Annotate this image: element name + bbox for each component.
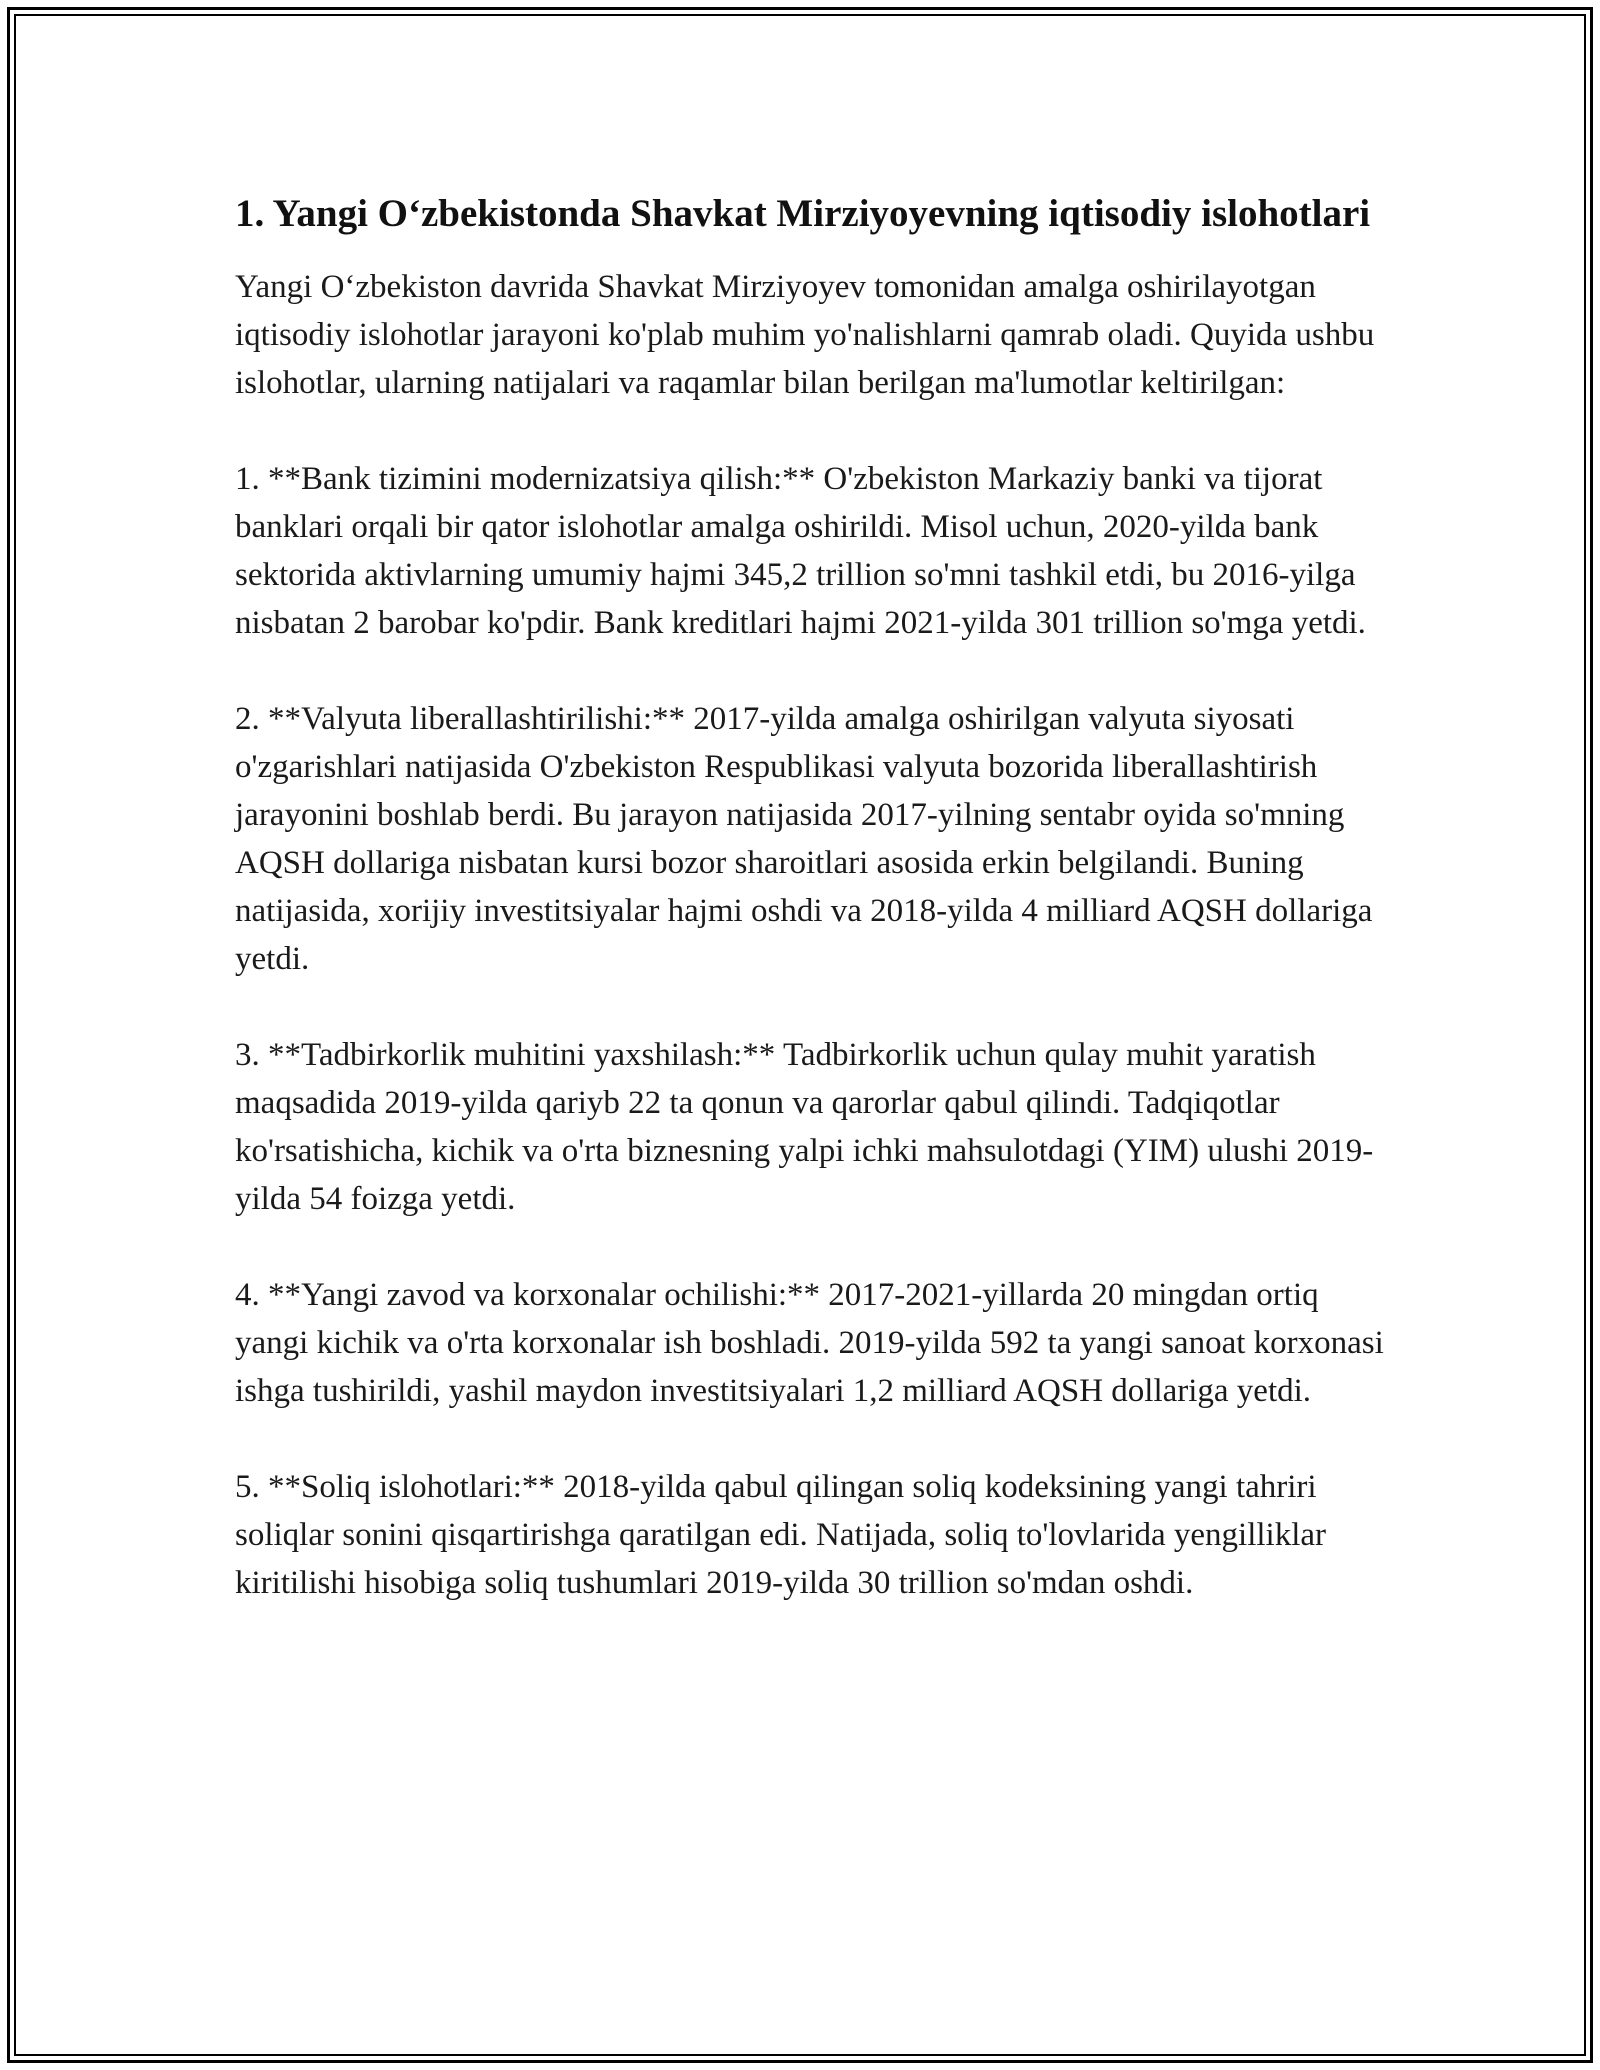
intro-paragraph: Yangi O‘zbekiston davrida Shavkat Mirziyoyev tomonidan amalga oshirilayotgan iqtisodiy islohotlar jarayoni ko'plab muhim yo'nalishlarni qamrab oladi. Quyida ushbu islohotlar, ularning natijalari va raqamlar bilan berilgan ma'lumotlar keltirilgan: <box>235 269 1375 401</box>
list-item-bank-modernization: 1. **Bank tizimini modernizatsiya qilish:** O'zbekiston Markaziy banki va tijorat banklari orqali bir qator islohotlar amalga oshirildi. Misol uchun, 2020-yilda bank sektorida aktivlarning umumiy hajmi 345,2 trillion so'mni tashkil etdi, bu 2016-yilga nisbatan 2 barobar ko'pdir. Bank kreditlari hajmi 2021-yilda 301 trillion so'mga yetdi. <box>235 461 1366 641</box>
list-item-tax-reforms: 5. **Soliq islohotlari:** 2018-yilda qabul qilingan soliq kodeksining yangi tahriri soliqlar sonini qisqartirishga qaratilgan edi. Natijada, soliq to'lovlarida yengilliklar kiritilishi hisobiga soliq tushumlari 2019-yilda 30 trillion so'mdan oshdi. <box>235 1469 1327 1601</box>
list-item-new-factories: 4. **Yangi zavod va korxonalar ochilishi:** 2017-2021-yillarda 20 mingdan ortiq yangi kichik va o'rta korxonalar ish boshladi. 2019-yilda 592 ta yangi sanoat korxonasi ishga tushirildi, yashil maydon investitsiyalari 1,2 milliard AQSH dollariga yetdi. <box>235 1277 1384 1409</box>
list-item-currency-liberalization: 2. **Valyuta liberallashtirilishi:** 2017-yilda amalga oshirilgan valyuta siyosati o'zgarishlari natijasida O'zbekiston Respublikasi valyuta bozorida liberallashtirish jarayonini boshlab berdi. Bu jarayon natijasida 2017-yilning sentabr oyida so'mning AQSH dollariga nisbatan kursi bozor sharoitlari asosida erkin belgilandi. Buning natijasida, xorijiy investitsiyalar hajmi oshdi va 2018-yilda 4 milliard AQSH dollariga yetdi. <box>235 701 1373 977</box>
list-item-business-environment: 3. **Tadbirkorlik muhitini yaxshilash:** Tadbirkorlik uchun qulay muhit yaratish maqsadida 2019-yilda qariyb 22 ta qonun va qarorlar qabul qilindi. Tadqiqotlar ko'rsatishicha, kichik va o'rta biznesning yalpi ichki mahsulotdagi (YIM) ulushi 2019-yilda 54 foizga yetdi. <box>235 1037 1374 1217</box>
document-title: 1. Yangi O‘zbekistonda Shavkat Mirziyoyevning iqtisodiy islohotlari <box>235 192 1371 235</box>
document-body <box>235 187 1385 1607</box>
